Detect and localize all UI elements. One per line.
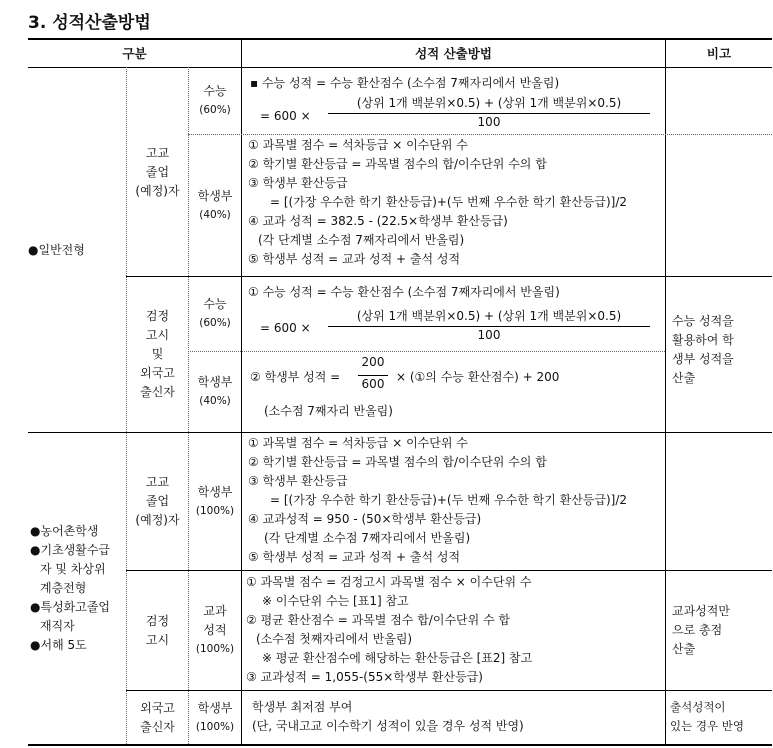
admission-type-line: ●기초생활수급 [30, 543, 111, 557]
special-hs-grad-label [127, 433, 188, 570]
general-hs-grad-label [127, 68, 188, 276]
step-line: (단, 국내고교 이수학기 성적이 있을 경우 성적 반영) [252, 719, 524, 733]
ged-record-note: (소수점 7째자리 반올림) [264, 404, 393, 418]
percent-label: (40%) [199, 208, 231, 221]
page-title: 3. 성적산출방법 [28, 13, 151, 33]
step-line: ① 과목별 점수 = 석차등급 × 이수단위 수 [248, 436, 468, 450]
step-line: ④ 교과성적 = 950 - (50×학생부 환산등급) [248, 512, 482, 526]
label-line: 고시 [145, 328, 170, 342]
step-line: ① 과목별 점수 = 검정고시 과목별 점수 × 이수단위 수 [246, 575, 532, 589]
special-ged-sub [189, 571, 241, 690]
step-line: (각 단계별 소수점 7째자리에서 반올림) [264, 531, 471, 545]
header-remark: 비고 [706, 46, 732, 61]
step-line: (소수점 첫째자리에서 반올림) [256, 632, 413, 646]
percent-label: (60%) [199, 104, 231, 116]
ged-record-pre: ② 학생부 성적 = [250, 370, 341, 384]
step-line: ⑤ 학생부 성적 = 교과 성적 + 출석 성적 [248, 550, 461, 564]
step-line: ① 과목별 점수 = 석차등급 × 이수단위 수 [248, 138, 468, 152]
special-foreign-remark [670, 698, 744, 736]
label-line: 학생부 [197, 484, 233, 499]
label-line: 및 [151, 347, 164, 361]
step-line: ② 평균 환산점수 = 과목별 점수 합/이수단위 수 합 [246, 613, 511, 627]
remark-line: 교과성적만 [672, 604, 730, 618]
ged-record-post: × (①의 수능 환산점수) + 200 [396, 370, 560, 384]
ged-suneung-eq: = 600 × [260, 321, 311, 335]
ged-suneung-fraction [328, 307, 650, 345]
label-line: 학생부 [197, 188, 233, 203]
general-ged-remark [672, 312, 734, 388]
label-line: (예정)자 [135, 513, 180, 527]
label-line: 졸업 [145, 164, 170, 179]
general-ged-label [127, 277, 188, 432]
general-suneung-eq: = 600 × [260, 109, 311, 123]
percent-label: (100%) [195, 504, 235, 517]
step-line: (각 단계별 소수점 7째자리에서 반올림) [258, 233, 465, 247]
label-line: 고교 [145, 475, 170, 489]
step-line: = [(가장 우수한 학기 환산등급)+(두 번째 우수한 학기 환산등급)]/2 [270, 195, 628, 209]
remark-line: 수능 성적을 [672, 314, 734, 328]
remark-line: 생부 성적을 [672, 352, 734, 366]
label-line: 검정 [145, 613, 170, 628]
fraction-bar [358, 375, 388, 376]
label-line: 성적 [203, 623, 227, 637]
ged-record-fraction [358, 355, 388, 395]
general-record-steps [248, 136, 627, 269]
general-admission-type [28, 68, 126, 432]
remark-line: 산출 [672, 371, 696, 385]
header-category: 구분 [122, 46, 147, 61]
label-line: (예정)자 [135, 183, 180, 198]
step-line: = [(가장 우수한 학기 환산등급)+(두 번째 우수한 학기 환산등급)]/2 [270, 493, 628, 507]
special-hs-grad-sub [189, 433, 241, 570]
fraction-numerator: (상위 1개 백분위×0.5) + (상위 1개 백분위×0.5) [356, 309, 622, 323]
label-line: 학생부 [197, 700, 233, 715]
percent-label: (60%) [199, 317, 231, 329]
label-line: 수능 [203, 84, 227, 98]
label-line: 외국고 [140, 700, 175, 715]
label-line: 외국고 [140, 366, 175, 380]
admission-type-line: ●특성화고졸업 [30, 600, 111, 614]
label-line: 졸업 [145, 494, 170, 508]
admission-type-line: 자 및 차상위 [40, 562, 106, 576]
step-line: ③ 학생부 환산등급 [248, 176, 348, 190]
special-ged-remark [672, 602, 730, 659]
admission-type-line: 계층전형 [40, 581, 87, 595]
special-foreign-label [127, 691, 188, 744]
fraction-denominator: 100 [477, 328, 501, 342]
label-line: 고교 [145, 145, 170, 160]
percent-label: (100%) [195, 643, 235, 655]
step-line: 학생부 최저점 부여 [252, 700, 353, 714]
method-col-border [241, 38, 242, 746]
special-foreign-sub [189, 691, 241, 744]
fraction-numerator: (상위 1개 백분위×0.5) + (상위 1개 백분위×0.5) [356, 96, 622, 110]
special-hs-grad-steps [248, 434, 627, 567]
remark-line: 산출 [672, 642, 696, 656]
general-suneung-label [189, 68, 241, 134]
general-record-label [189, 135, 241, 276]
label-line: 검정 [145, 309, 170, 323]
general-suneung-line: ▪ 수능 성적 = 수능 환산점수 (소수점 7째자리에서 반올림) [250, 76, 560, 90]
admission-type-line: 재직자 [40, 619, 75, 633]
header-method: 성적 산출방법 [415, 46, 492, 61]
ged-suneung-line: ① 수능 성적 = 수능 환산점수 (소수점 7째자리에서 반올림) [248, 285, 560, 299]
label-line: 출신자 [140, 719, 175, 734]
special-foreign-steps [252, 698, 524, 736]
label-line: 수능 [203, 297, 227, 311]
grading-table [28, 38, 772, 746]
percent-label: (40%) [199, 395, 231, 407]
special-ged-steps [246, 573, 532, 687]
remark-line: 으로 총점 [672, 623, 723, 637]
fraction-denominator: 100 [477, 115, 501, 129]
step-line: ② 학기별 환산등급 = 과목별 점수의 합/이수단위 수의 합 [248, 455, 547, 469]
label-line: 출신자 [140, 385, 175, 399]
step-line: ④ 교과 성적 = 382.5 - (22.5×학생부 환산등급) [248, 214, 508, 228]
step-line: ③ 학생부 환산등급 [248, 474, 348, 488]
label-line: 고시 [145, 632, 170, 647]
special-ged-label [127, 571, 188, 690]
label-line: 교과 [203, 604, 227, 618]
remark-col-border [665, 38, 666, 746]
percent-label: (100%) [195, 720, 235, 733]
admission-type-line: ●농어촌학생 [30, 524, 99, 538]
label-line: 학생부 [197, 375, 233, 389]
step-line: ② 학기별 환산등급 = 과목별 점수의 합/이수단위 수의 합 [248, 157, 547, 171]
ged-suneung-label [189, 277, 241, 351]
fraction-denominator: 600 [361, 377, 385, 391]
step-line: ※ 평균 환산점수에 해당하는 환산등급은 [표2] 참고 [262, 651, 533, 665]
fraction-bar [328, 113, 650, 114]
step-line: ⑤ 학생부 성적 = 교과 성적 + 출석 성적 [248, 252, 461, 266]
remark-line: 활용하여 학 [672, 333, 734, 347]
step-line: ③ 교과성적 = 1,055-(55×학생부 환산등급) [246, 670, 483, 684]
fraction-numerator: 200 [361, 355, 385, 369]
remark-line: 있는 경우 반영 [670, 719, 744, 733]
admission-type-line: ●서해 5도 [30, 638, 87, 652]
fraction-bar [328, 326, 650, 327]
remark-line: 출석성적이 [670, 700, 726, 714]
general-admission-label: ●일반전형 [28, 242, 85, 257]
table-bottom-border [28, 744, 772, 746]
dotted-divider [188, 351, 665, 352]
general-suneung-fraction [328, 94, 650, 132]
dotted-divider [188, 134, 772, 135]
special-admission-types [30, 433, 126, 744]
step-line: ※ 이수단위 수는 [표1] 참고 [262, 594, 409, 608]
ged-record-label [189, 352, 241, 432]
